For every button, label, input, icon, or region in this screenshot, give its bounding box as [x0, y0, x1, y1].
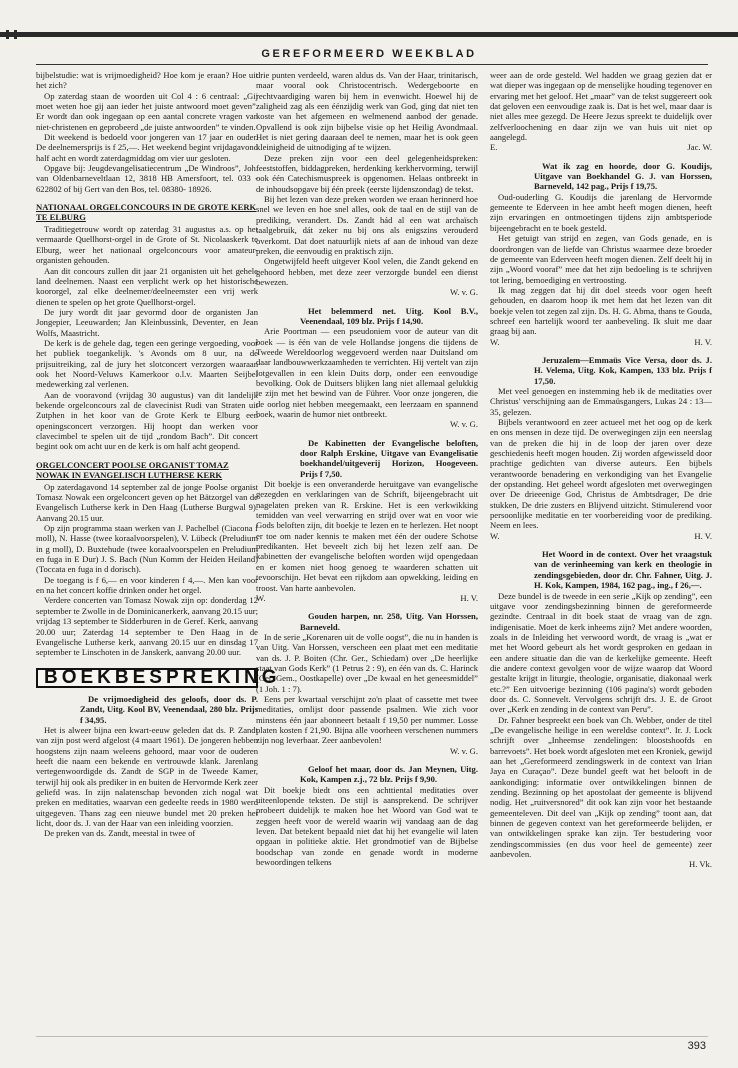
signature-left: W.: [490, 336, 500, 347]
paragraph: Verdere concerten van Tomasz Nowak zijn op: donderdag 12 september te Zwolle in de Dominicanerkerk, aanvang 20.15 uur; vrijdag 13 september te Sidderburen in de Geref. Kerk, aanvang 20.00 uur; Zaterdag 14 september te Den Haag in de Evangelische Lutherse kerk, aanvang 20.15 uur en dinsdag 17 september te Linschoten in de Janskerk, aanvang 20.00 uur.: [36, 595, 258, 658]
article-heading: NATIONAAL ORGELCONCOURS IN DE GROTE KERK TE ELBURG: [36, 202, 257, 223]
paragraph: Deze bundel is de tweede in een serie „Kijk op zending”, een uitgave voor zendingsbezinning binnen de gereformeerde gezindte. Centraal in dit boek staat de vraag van de zgn. indigenisatie. Moet de kerk inheems zijn? Met andere woorden, zoals in de Inleiding het verwoord wordt, de vraag is „wat er met het Woord gebeurt als het wordt gesproken en gedaan in een andere situatie dan die van de kerkelijke gemeente. Heeft die andere context gevolgen voor de wijze waarop dat Woord gestalte krijgt in liturgie, theologie, organisatie, diakonaal werk etc.?” Een uitvoerige bezinning (106 pagina's) wordt geboden door ds. C. Sonnevelt. Vervolgens schrijft drs. J. E. de Groot over „Kerk en zending in de context van Peru”.: [490, 590, 712, 715]
review-heading: [256, 306, 478, 327]
paragraph: Opgave bij: Jeugdevangelisatiecentrum „De Windroos”, Joh. van Oldenbarneveltlaan 12, 3818 HB Amersfoort, tel. 033 - 622802 of bij Gert van den Bos, tel. 08380- 18926.: [36, 163, 258, 194]
reviewer-signature: [490, 142, 712, 152]
review-title: Gouden harpen, nr. 258, Uitg. Van Horssen, Barneveld.: [300, 611, 478, 632]
edge-tick: [6, 30, 9, 39]
paragraph: Op zaterdag staan de woorden uit Col 4 : 6 centraal: „Gij moet weten hoe gij aan ieder het juiste antwoord moet geven”. Er wordt dan ook ingegaan op een aantal concrete vragen van niet-christenen en geprobeerd „de juiste antwoorden” te vinden.: [36, 90, 258, 132]
paragraph: Ongetwijfeld heeft uitgever Kool velen, die Zandt gekend en gehoord hebben, met deze zeer verzorgde bundel een dienst bewezen.: [256, 256, 478, 287]
paragraph: Aan dit concours zullen dit jaar 21 organisten uit het gehele land deelnemen. Naast een verplicht werk op het historische koororgel, zal elke deelnemer/deelneemster een vrij werk dienen te spelen op het grote Quellhorst-orgel.: [36, 265, 258, 307]
review-heading: [256, 764, 478, 785]
review-title: De vrijmoedigheid des geloofs, door ds. P. Zandt, Uitg. Kool BV, Veenendaal, 280 blz. Prijs f 34,95.: [80, 693, 258, 725]
paragraph: De toegang is f 6,— en voor kinderen f 4,—. Men kan voor en na het concert koffie drinken onder het orgel.: [36, 574, 258, 596]
paragraph: Bij het lezen van deze preken worden we eraan herinnerd hoe snel we leven en hoe snel alles, ook de taal en de stijl van de prediking, verandert. Ds. Zandt hád al een wat archaïsch taalgebruik, dát zeker nu bij ons als enigszins verouderd overkomt. Dat doet natuurlijk niets af aan de inhoud van deze preken, die eenvoudig en praktisch zijn.: [256, 194, 478, 256]
paragraph: Aan de vooravond (vrijdag 30 augustus) van dit landelijk bekende orgelconcours zal de clavecinist Rudi van Straten uit Zutphen in het koor van de Grote Kerk te Elburg een openingsconcert verzorgen. Hij hoopt dan werken voor clavecimbel te spelen uit de tijd „rondom Bach”. Dit concert begint ook om acht uur en de kerk is om half acht geopend.: [36, 389, 258, 452]
paragraph: Deze preken zijn voor een deel gelegenheidspreken: feeststoffen, biddagpreken, herdenking kerkhervorming, terwijl ook één Catechismuspreek is opgenomen. Helaas ontbreekt in de inhoudsopgave bij één preek (eerste lijdenszondag) de tekst.: [256, 152, 478, 194]
header-rule: [36, 64, 708, 65]
column-1: [36, 70, 281, 839]
reviewer-signature: [490, 337, 712, 347]
paragraph: weer aan de orde gesteld. Wel hadden we graag gezien dat er wat dieper was ingegaan op de menselijke houding tegenover en ervaring met het geloof. Het „maar” van de tekst suggereert ook dat geloven een eenvoudige zaak is. Dat is het wel, maar daar is niet alles mee gezegd. De Heere Jezus spreekt te duidelijk over zelfverloochening en daar zijn we van huis uit niet op aangelegd.: [490, 70, 712, 143]
paragraph: Dit boekje is een onveranderde heruitgave van evangelische gezegden en verklaringen van de Schrift, bijeengebracht uit nagelaten preken van R. Erskine. Het is een verkwikking temidden van veel verwarring en strijd over wat en voor wie Gods beloften zijn, dit boekje te lezen en te herlezen. Het noopt er toe om nader kennis te maken met één der oudere Schotse predikanten. Het beveelt zich bij het lezen zelf aan. De kabinetten der evangelische beloften worden wijd opengedaan en er komen niet hoog genoeg te waarderen schatten uit tevoorschijn. Het bevat een rijkdom aan opwekking, leiding en troost. Van harte aanbevolen.: [256, 479, 478, 593]
paragraph: In de serie „Korenaren uit de volle oogst”, die nu in handen is van Uitg. Van Horssen, verscheen een plaat met een meditatie van ds. J. P. Boiten (Chr. Ger., Schiedam) over „De heerlijke staat van Gods Kerk” (1 Petrus 2 : 9), en één van ds. C. Harinck (Ger. Gem., Oostkapelle) over „De kwaal en het geneesmiddel” (1 Joh. 1 : 7).: [256, 631, 478, 694]
paragraph: drie punten verdeeld, waren aldus ds. Van der Haar, trinitarisch, maar vooral ook Christocentrisch. Wedergeboorte en rechtvaardiging waren bij hem in evenwicht. Hoewel hij de zaligheid zag als een éénzijdig werk van God, ging dat niet ten koste van het afgemeen en welmenend aanbod der genade. Opvallend is ook zijn bijbelse visie op het Heilig Avondmaal. Het is niet gering daaraan deel te nemen, maar het is ook geen kleinigheid de uitnodiging af te wijzen.: [256, 70, 478, 153]
footer-rule: [36, 1036, 708, 1037]
review-title: Jeruzalem—Emmaüs Vice Versa, door ds. J. H. Velema, Uitg. Kok, Kampen, 133 blz. Prijs f 17,50.: [534, 354, 712, 386]
column-3: [490, 70, 712, 870]
reviewer-signature: W. v. G.: [449, 419, 478, 430]
paragraph: Eens per kwartaal verschijnt zo'n plaat of cassette met twee meditaties, omlijst door passende psalmen. Wie zich voor minstens één jaar abonneert betaalt f 19,50 per nummer. Losse platen kosten f 21,90. Bijna alle voorheen verschenen nummers zijn nog leverbaar. Zeer aanbevolen!: [256, 693, 478, 746]
paragraph: Bijbels verantwoord en zeer actueel met het oog op de kerk en ons mensen in deze tijd. De overwegingen zijn een neerslag van de preken die hij in de loop der jaren over deze geschiedenis heeft mogen houden. Zij worden afgewisseld door prachtige gedichten van diverse auteurs. Een bijbels verantwoorde benadering en verkondiging van het Evangelie der opstanding. Het geheel wordt afgesloten met overwegingen over De drieeenige God, Christus de Ambtsdrager, De drie stukken, De drie zusters en Blijvend uitzicht. Stimulerend voor persoonlijke meditatie en ter voorbereiding voor de prediking. Neem en lees.: [490, 417, 712, 531]
paragraph: Op zijn programma staan werken van J. Pachelbel (Ciacona f moll), N. Hasse (twee koraalvoorspelen), V. Lübeck (Preludium in g moll), D. Buxtehude (twee koraalvoorspelen en Preludium en fuga in E Dur) J. S. Bach (Nun Komm der Heiden Heiland) (Toccata en fuga in d dorisch).: [36, 523, 258, 575]
signature-right: H. V.: [460, 592, 478, 603]
review-title: Het Woord in de context. Over het vraagstuk van de verinheeming van kerk en theologie in zendingsgebieden, door dr. Chr. Fahner, Uitg. J. H. Kok, Kampen, 1984, 162 pag., ing., f 26,—.: [534, 549, 712, 591]
review-title: De Kabinetten der Evangelische beloften, door Ralph Erskine, Uitgave van Evangelisatie boekhandel/uitgeverij Horizon, Hoogeveen. Prijs f 7,50.: [300, 437, 478, 479]
paragraph: Arie Poortman — een pseudoniem voor de auteur van dit boek — is één van de vele Hollandse jongens die tijdens de Tweede Wereldoorlog weggevoerd werden naar Duitsland om daar landbouwwerkzaamheden te verrichten. Hij vertelt van zijn lotgevallen in een klein Duits dorp, onder een eenvoudige bevolking. Ook de Duitsers blijken lang niet allemaal gelukkig te zijn met het bewind van de Führer. Voor onze jongeren, die de oorlog niet hebben meegemaakt, een leerzaam en spannend boek, waarin de humor niet ontbreekt.: [256, 326, 478, 419]
review-heading: [490, 161, 712, 192]
reviewer-signature: H. Vk.: [689, 859, 712, 870]
paragraph: Het getuigt van strijd en zegen, van Gods genade, en is doordrongen van de liefde van Christus waarmee deze broeder de gemeente van Ederveen heeft mogen dienen. Zelf deelt hij in zijn „Woord vooraf” mee dat het zijn bedoeling is te schrijven tot lering, bemoediging en vertroosting.: [490, 233, 712, 285]
section-label: BOEKBESPREKING: [36, 668, 258, 688]
review-title: Geloof het maar, door ds. Jan Meynen, Uitg. Kok, Kampen z.j., 72 blz. Prijs f 9,90.: [300, 764, 478, 785]
paragraph: Oud-ouderling G. Koudijs die jarenlang de Hervormde gemeente te Ederveen in hee ambt heeft mogen dienen, heeft zijn ervaringen en ontmoetingen tijdens zijn ambtsperiode bijeengebracht en te boek gesteld.: [490, 191, 712, 233]
reviewer-signature: [256, 593, 478, 603]
top-edge-bar: [0, 32, 738, 37]
paragraph: Dit weekend is bedoeld voor jongeren van 17 jaar en ouder. De deelnemersprijs is f 25,—. Het weekend begint vrijdagavond half acht en wordt zaterdagmiddag om vier uur gesloten.: [36, 132, 258, 163]
reviewer-signature: [490, 531, 712, 541]
reviewer-signature: W. v. G.: [449, 287, 478, 298]
signature-right: H. V.: [694, 530, 712, 541]
signature-left: W.: [490, 530, 500, 541]
paragraph: Het is alweer bijna een kwart-eeuw geleden dat ds. P. Zandt van zijn post werd afgelost (4 maart 1961). De jongeren hebben hoogstens zijn naam weleens gehoord, maar voor de ouderen heeft die naam een bekende en vertrouwde klank. Jarenlang vertegenwoordigde ds. Zandt de SGP in de Tweede Kamer, terwijl hij ook als prediker in en buiten de Hervormde Kerk zeer geliefd was. In zijn nalatenschap bevonden zich nogal wat preken en meditaties, waarvan een gedeelte reeds in 1980 werd uitgegeven. Thans zag een nieuwe bundel met 20 preken het licht, door ds. J. van der Haar van een inleiding voorzien.: [36, 724, 258, 828]
page-number: 393: [687, 1040, 706, 1052]
review-heading: [490, 355, 712, 386]
paragraph: De jury wordt dit jaar gevormd door de organisten Jan Jongepier, Leeuwarden; Jan Kleinbussink, Deventer, en Jean Wolfs, Maastricht.: [36, 306, 258, 338]
review-title: Het belemmerd net. Uitg. Kool B.V., Veenendaal, 109 blz. Prijs f 14,90.: [300, 305, 478, 326]
reviewer-signature: W. v. G.: [449, 745, 478, 756]
paragraph: Dit boekje biedt ons een achttiental meditaties over uiteenlopende teksten. De stijl is aansprekend. De schrijver probeert duidelijk te maken hoe het Woord van God wat te zeggen heeft voor de wereld waarin wij vandaag aan de dag leven. Dat betekent bepaald niet dat hij het evangelie wil laten opgaan in politieke aktie. Het grondmotief van de Bijbelse boodschap van zonde en genade wordt in moderne bewoordingen telkens: [256, 784, 478, 868]
paragraph: Op zaterdagavond 14 september zal de jonge Poolse organist Tomasz Nowak een orgelconcert geven op het Bätzorgel van de Evangelisch Lutherse kerk in Den Haag (Lutherse Burgwal 9). Aanvang 20.15 uur.: [36, 481, 258, 523]
signature-right: Jac. W.: [687, 142, 712, 153]
article-heading: ORGELCONCERT POOLSE ORGANIST TOMAZ NOWAK IN EVANGELISCH LUTHERSE KERK: [36, 459, 229, 480]
paragraph: De kerk is de gehele dag, tegen een geringe vergoeding, voor het publiek toegankelijk. 's Avonds om 8 uur, na de prijsuitreiking, zal de jury het slotconcert verzorgen waaraan ook het Noord-Veluws Kamerkoor o.l.v. Maarten Seijbel medewerking zal verlenen.: [36, 337, 258, 390]
paragraph: Met veel genoegen en instemming heb ik de meditaties over Christus' verschijning aan de Emmaüsgangers, Lukas 24 : 13—35, gelezen.: [490, 385, 712, 417]
paragraph: Ik mag zeggen dat hij dit doel steeds voor ogen heeft gehouden, en daarom hoop ik met hem dat het lezen van dit boekje velen tot zegen zal zijn. Ds. H. G. Abma, thans te Gouda, schreef een hartelijk woord ter aanbeveling. Ik sluit me daar graag bij aan.: [490, 284, 712, 337]
review-heading: [36, 694, 258, 725]
paragraph: Dr. Fahner bespreekt een boek van Ch. Webber, onder de titel „De evangelische heilige in een wereldse context”. Ir. J. Lock schrijft over „Inheemse zendelingen: bloostshoofds en barrevoets”. Het boek wordt afgesloten met een Kroniek, gewijd aan het „Gereformeerd zendingswerk in de context van Irian Jaya en Curaçao”. Deze bundel geeft wat het belooft in de aankondiging: informatie over ontwikkelingen binnen de zending. Bezinning op het apostolaat der gemeente is blijvend nodig. Het „ruitversnored” dit ook kan zijn voor het bestaande gemeenteleven. Dit deel van „Kijk op zending” toont aan, dat binnen de gegeven context van het gereformeerde belijden, er van ontwikkelingen sprake kan zijn. Ter bestudering voor zendingscommissies (en dus voor heel de gemeente) zeer aanbevolen.: [490, 714, 712, 860]
paragraph: De preken van ds. Zandt, meestal in twee of: [44, 828, 196, 839]
column-2: [256, 70, 478, 867]
edge-tick: [14, 30, 17, 39]
signature-left: E.: [490, 142, 498, 153]
review-heading: [256, 438, 478, 479]
review-title: Wat ik zag en hoorde, door G. Koudijs, Uitgave van Boekhandel G. J. van Horssen, Barneveld, 142 pag., Prijs f 19,75.: [534, 160, 712, 192]
paragraph: Traditiegetrouw wordt op zaterdag 31 augustus a.s. op het vermaarde Quellhorst-orgel in de Grote of St. Nicolaaskerk te Elburg, weer het nationaal orgelconcours voor amateur-organisten gehouden.: [36, 224, 258, 266]
running-title: GEREFORMEERD WEEKBLAD: [261, 48, 477, 60]
signature-right: H. V.: [694, 336, 712, 347]
review-heading: [256, 611, 478, 632]
signature-left: W.: [256, 592, 266, 603]
paragraph: bijbelstudie: wat is vrijmoedigheid? Hoe kom je eraan? Hoe uit het zich?: [36, 70, 258, 91]
review-heading: [490, 549, 712, 590]
